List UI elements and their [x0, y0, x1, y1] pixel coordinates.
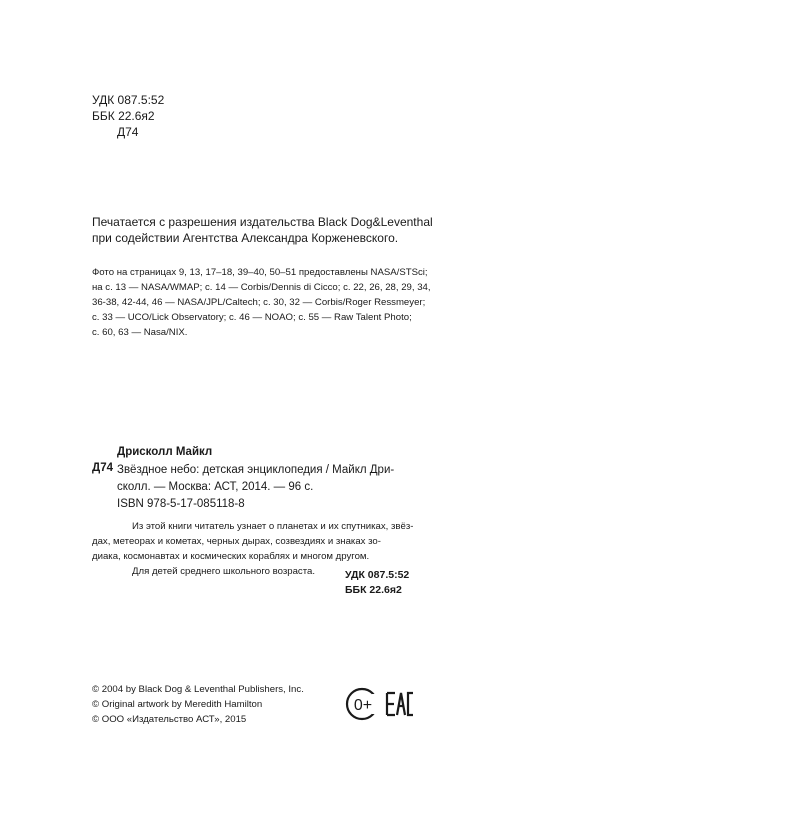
copyright-line: © Original artwork by Meredith Hamilton [92, 699, 263, 710]
bib-title-line: Звёздное небо: детская энциклопедия / Майкл Дри- [117, 464, 395, 476]
author-sign: Д74 [92, 462, 113, 474]
photo-credit-line: 36-38, 42-44, 46 — NASA/JPL/Caltech; с. 30, 32 — Corbis/Roger Ressmeyer; [92, 297, 426, 308]
bbk-code-top: ББК 22.6я2 [92, 109, 155, 123]
photo-credit-line: с. 33 — UCO/Lick Observatory; с. 46 — NOAO; с. 55 — Raw Talent Photo; [92, 312, 412, 323]
bib-title-line: сколл. — Москва: АСТ, 2014. — 96 с. [117, 481, 314, 493]
udk-code-top: УДК 087.5:52 [92, 93, 165, 107]
copyright-line: © ООО «Издательство АСТ», 2015 [92, 714, 247, 725]
annotation-line: дах, метеорах и кометах, черных дырах, созвездиях и знаках зо- [92, 536, 381, 547]
copyright-block [92, 682, 304, 727]
marks-svg [345, 684, 415, 724]
age-rating-icon [347, 689, 384, 719]
photo-credits [92, 265, 431, 340]
copyright-line: © 2004 by Black Dog & Leventhal Publishers, Inc. [92, 684, 304, 695]
bibliographic-description [117, 462, 394, 496]
photo-credit-line: с. 60, 63 — Nasa/NIX. [92, 327, 188, 338]
permission-notice [92, 214, 433, 246]
photo-credit-line: Фото на страницах 9, 13, 17–18, 39–40, 50–51 предоставлены NASA/STSci; [92, 267, 428, 278]
age-rating-text: 0+ [353, 697, 373, 714]
annotation-line: Из этой книги читатель узнает о планетах и их спутниках, звёз- [132, 521, 414, 532]
photo-credit-line: на с. 13 — NASA/WMAP; с. 14 — Corbis/Dennis di Cicco; с. 22, 26, 28, 29, 34, [92, 282, 431, 293]
permission-line: Печатается с разрешения издательства Black Dog&Leventhal [92, 215, 433, 229]
permission-line: при содействии Агентства Александра Корженевского. [92, 231, 399, 245]
udk-code-bottom: УДК 087.5:52 [345, 569, 410, 581]
author-heading: Дрисколл Майкл [117, 446, 213, 458]
eac-mark-icon [387, 693, 413, 715]
annotation-line: диака, космонавтах и космических кораблях и многом другом. [92, 551, 370, 562]
age-note: Для детей среднего школьного возраста. [132, 566, 316, 577]
bbk-code-bottom: ББК 22.6я2 [345, 584, 402, 596]
isbn: ISBN 978-5-17-085118-8 [117, 498, 245, 510]
certification-marks [345, 684, 415, 724]
author-sign-top: Д74 [117, 125, 139, 139]
